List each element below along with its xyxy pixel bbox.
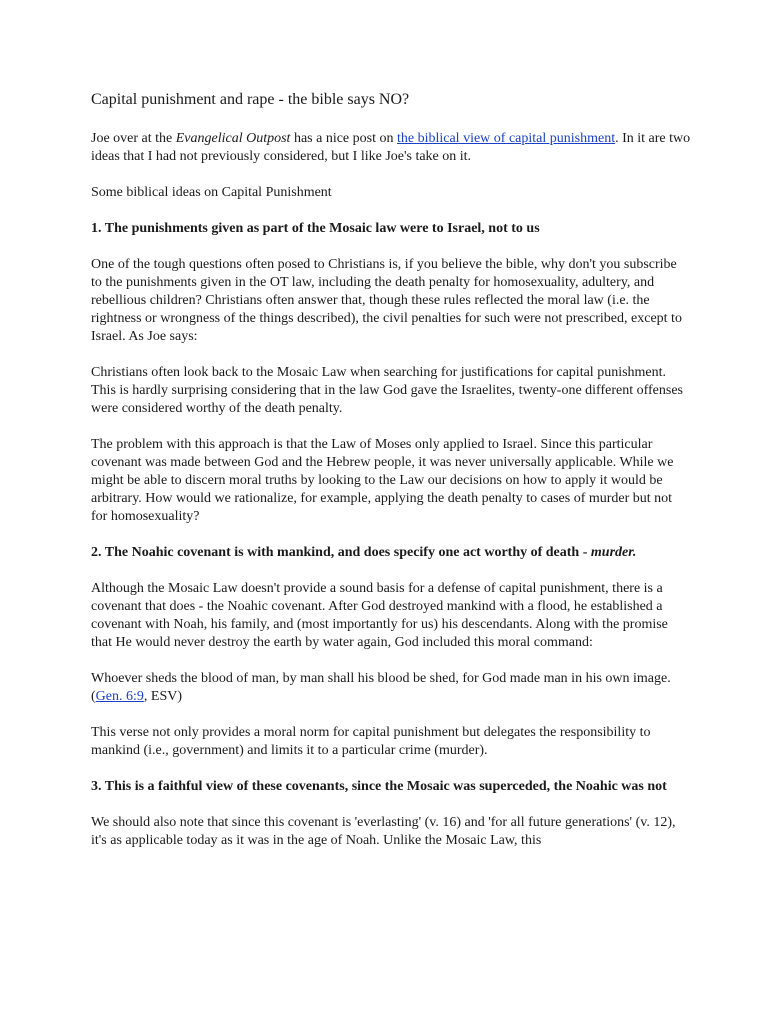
verse-quote [91, 670, 691, 706]
section3-paragraph: We should also note that since this covenant is 'everlasting' (v. 16) and 'for all future generations' (v. 12), it's as applicable today as it was in the age of Noah. Unlike the Mosaic Law, this [91, 815, 676, 848]
document-page [91, 90, 691, 868]
verse-reference-link[interactable]: Gen. 6:9 [95, 689, 144, 704]
section2-paragraph2: This verse not only provides a moral norm for capital punishment but delegates the responsibility to mankind (i.e., government) and limits it to a particular crime (murder). [91, 725, 651, 758]
section1-quote2: The problem with this approach is that the Law of Moses only applied to Israel. Since this particular covenant was made between God and the Hebrew people, it was never universally applicable. While we might be able to discern moral truths by looking to the Law our decisions on how to apply it would be arbitrary. How would we rationalize, for example, applying the death penalty to cases of murder but not for homosexuality? [91, 437, 674, 524]
section2-heading [91, 544, 691, 562]
intro-prefix: Joe over at the [91, 131, 176, 146]
page-title: Capital punishment and rape - the bible says NO? [91, 91, 410, 108]
verse-suffix: , ESV) [143, 689, 183, 704]
intro-middle: has a nice post on [290, 131, 397, 146]
section3-heading: 3. This is a faithful view of these covenants, since the Mosaic was superceded, the Noahic was not [91, 779, 667, 794]
capital-punishment-link[interactable]: the biblical view of capital punishment [396, 131, 616, 146]
intro-paragraph [91, 130, 691, 166]
section1-paragraph: One of the tough questions often posed to Christians is, if you believe the bible, why don't you subscribe to the punishments given in the OT law, including the death penalty for homosexuality, adultery, and rebellious children? Christians often answer that, though these rules reflected the moral law (i.e. the rightness or wrongness of the things described), the civil penalties for such were not prescribed, except to Israel. As Joe says: [91, 257, 682, 344]
section1-quote1: Christians often look back to the Mosaic Law when searching for justifications for capital punishment. This is hardly surprising considering that in the law God gave the Israelites, twenty-one different offenses were considered worthy of the death penalty. [91, 365, 683, 416]
verse-text: Whoever sheds the blood of man, by man shall his blood be shed, for God made man in his own image. ( [91, 671, 671, 704]
subtitle: Some biblical ideas on Capital Punishment [91, 185, 332, 200]
section2-heading-text: 2. The Noahic covenant is with mankind, and does specify one act worthy of death - [91, 545, 591, 560]
source-name: Evangelical Outpost [175, 131, 291, 146]
section1-heading: 1. The punishments given as part of the Mosaic law were to Israel, not to us [91, 221, 540, 236]
section2-heading-emph: murder. [590, 545, 637, 560]
section2-paragraph: Although the Mosaic Law doesn't provide a sound basis for a defense of capital punishment, there is a covenant that does - the Noahic covenant. After God destroyed mankind with a flood, he established a covenant with Noah, his family, and (most importantly for us) his descendants. Along with the promise that He would never destroy the earth by water again, God included this moral command: [91, 581, 668, 650]
intro-suffix: . In it are two ideas that I had not previously considered, but I like Joe's take on it. [91, 131, 691, 164]
